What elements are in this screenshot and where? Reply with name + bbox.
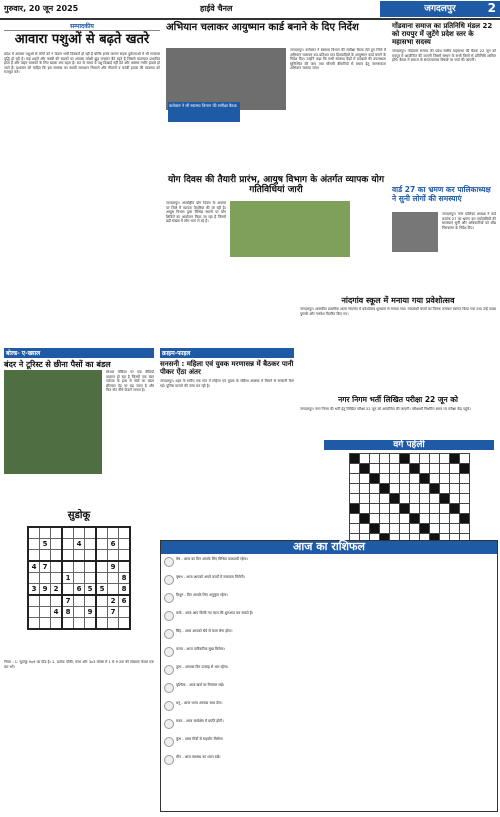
story-monkey-body: सोशल मीडिया पर एक वीडियो वायरल हो रहा है जिसमें एक बंदर पर्यटक के हाथ से नोटों का बंडल छीनकर पेड़ पर चढ़ जाता है और फिर नोट नीचे फेंकने लगता है।	[106, 370, 154, 393]
zodiac-icon	[164, 557, 174, 567]
crossword-cell	[399, 504, 409, 514]
issue-date: गुरुवार, 20 जून 2025	[4, 4, 79, 13]
sudoku-cell: 5	[85, 583, 97, 595]
crossword-cell	[409, 454, 419, 464]
sudoku-cell	[108, 549, 119, 561]
page-number: 2	[487, 1, 496, 15]
crossword-cell	[389, 454, 399, 464]
sudoku-cell: 9	[40, 583, 51, 595]
sudoku-cell	[62, 561, 74, 573]
crossword-cell	[359, 504, 369, 514]
crossword-cell	[359, 514, 369, 524]
crossword-cell	[449, 494, 459, 504]
rashifal-item	[164, 647, 494, 657]
sudoku-cell: 9	[85, 606, 97, 617]
story-gondwana-title: गोंडवाना समाज का प्रतिनिधि मंडल 22 को रायपुर में जुटेंगे प्रदेश स्तर के महासभा सदस्य	[392, 22, 493, 47]
sudoku-cell: 5	[96, 583, 108, 595]
story-ayushman	[166, 22, 386, 108]
crossword-cell	[399, 514, 409, 524]
crossword-cell	[449, 464, 459, 474]
story-ayushman-title: अभियान चलाकर आयुष्मान कार्ड बनाने के दिए निर्देश	[166, 22, 359, 33]
crossword-cell	[459, 474, 469, 484]
crossword-cell	[429, 514, 439, 524]
crossword-cell	[459, 464, 469, 474]
crossword-cell	[369, 484, 379, 494]
crossword-cell	[409, 514, 419, 524]
sudoku-cell: 7	[62, 595, 74, 607]
story-yoga-body: जगदलपुर। अंतर्राष्ट्रीय योग दिवस के अवसर पर जिले में व्यापक तैयारियां की जा रही हैं। आयुष विभाग द्वारा विभिन्न स्थानों पर योग शिविरों का आयोजन किया जा रहा है जिसमें बड़ी संख्या में लोग भाग ले रहे हैं।	[166, 201, 226, 224]
sudoku-cell	[62, 527, 74, 539]
crossword-cell	[439, 484, 449, 494]
sudoku-cell: 9	[108, 561, 119, 573]
crossword-cell	[419, 524, 429, 534]
crossword-cell	[399, 464, 409, 474]
sudoku-cell	[74, 595, 85, 607]
story-ward-title: वार्ड 27 का भ्रमण कर पालिकाध्यक्ष ने सुनी लोगों की समस्याएं	[392, 185, 491, 203]
rashifal-text: मिथुन - दिन आपके लिए अनुकूल रहेगा।	[176, 592, 228, 597]
crossword-cell	[369, 464, 379, 474]
paper-name: हाईवे चैनल	[200, 4, 233, 13]
city-name: जगदलपुर	[424, 4, 456, 14]
sudoku-cell: 1	[62, 572, 74, 583]
crossword-cell	[389, 524, 399, 534]
sudoku-cell: 5	[40, 538, 51, 549]
sudoku-cell: 6	[74, 583, 85, 595]
sudoku-cell	[96, 606, 108, 617]
crossword-cell	[449, 484, 459, 494]
sudoku-cell	[85, 617, 97, 629]
rashifal-text: तुला - आपका दिन उत्साह से भरा रहेगा।	[176, 664, 229, 669]
zodiac-icon	[164, 575, 174, 585]
crossword-cell	[449, 514, 459, 524]
rashifal-text: वृषभ - आज आपको अपने कार्यों में सफलता मिलेगी।	[176, 574, 245, 579]
crossword-cell	[379, 474, 389, 484]
crossword-cell	[379, 494, 389, 504]
crossword-cell	[449, 454, 459, 464]
crossword-cell	[369, 454, 379, 464]
rashifal-text: सिंह - आज आपको धैर्य से काम लेना होगा।	[176, 628, 233, 633]
rashifal-text: धनु - आज भाग्य आपका साथ देगा।	[176, 700, 223, 705]
crossword-cell	[429, 494, 439, 504]
sudoku-cell	[119, 617, 131, 629]
sudoku-cell	[28, 527, 40, 539]
sudoku-cell	[40, 572, 51, 583]
sudoku-cell	[51, 595, 63, 607]
rashifal-text: मेष - आज का दिन आपके लिए मिश्रित फलदायी रहेगा।	[176, 556, 248, 561]
sudoku-cell	[28, 595, 40, 607]
crossword-cell	[349, 474, 359, 484]
sudoku-cell: 6	[119, 595, 131, 607]
sudoku-cell	[74, 572, 85, 583]
sudoku-cell	[28, 549, 40, 561]
crossword-cell	[349, 504, 359, 514]
crossword-cell	[349, 464, 359, 474]
sudoku-cell	[74, 617, 85, 629]
crossword-cell	[429, 524, 439, 534]
sudoku-cell	[40, 527, 51, 539]
zodiac-icon	[164, 701, 174, 711]
zodiac-icon	[164, 719, 174, 729]
rashifal-text: मकर - आज कार्यक्षेत्र में प्रगति होगी।	[176, 718, 224, 723]
sudoku-cell	[108, 583, 119, 595]
story-monkey-title: बंदर ने टूरिस्ट से छीना पैसों का बंडल	[4, 360, 111, 369]
crossword-cell	[439, 464, 449, 474]
editorial-title: आवारा पशुओं से बढ़ते खतरे	[14, 32, 150, 47]
rashifal-item	[164, 593, 494, 603]
zodiac-icon	[164, 683, 174, 693]
crossword-cell	[359, 524, 369, 534]
rashifal-item	[164, 575, 494, 585]
sudoku-cell: 7	[108, 606, 119, 617]
crossword-cell	[399, 494, 409, 504]
sudoku-cell	[96, 561, 108, 573]
crossword-cell	[369, 474, 379, 484]
sudoku-cell	[74, 561, 85, 573]
rashifal-text: कर्क - आज आप किसी नए काम की शुरुआत कर सकते हैं।	[176, 610, 254, 615]
zodiac-icon	[164, 755, 174, 765]
story-ward	[392, 185, 496, 230]
rashifal-item	[164, 737, 494, 747]
sudoku-cell	[40, 606, 51, 617]
rashifal-text: वृश्चिक - आज खर्च पर नियंत्रण रखें।	[176, 682, 225, 687]
crossword-cell	[359, 484, 369, 494]
crossword-cell	[459, 454, 469, 464]
story-monkey	[4, 348, 154, 393]
rashifal-item	[164, 683, 494, 693]
crossword-section	[324, 440, 494, 554]
story-school-body: जगदलपुर। शासकीय प्राथमिक शाला नांदगांव में प्रवेशोत्सव धूमधाम से मनाया गया। नवप्रवेशी बच्चों का तिलक लगाकर स्वागत किया गया तथा उन्हें पाठ्य पुस्तकें और गणवेश वितरित किए गए।	[300, 307, 496, 316]
zodiac-icon	[164, 629, 174, 639]
crossword-cell	[379, 484, 389, 494]
crossword-cell	[349, 484, 359, 494]
crossword-cell	[359, 454, 369, 464]
sudoku-cell	[96, 549, 108, 561]
rashifal-title: आज का राशिफल	[161, 541, 497, 554]
sudoku-cell	[40, 595, 51, 607]
sudoku-note: नियम : 1. सुडोकू 9x9 का ग्रिड है। 2. प्रत्येक पंक्ति, स्तंभ और 3x3 बॉक्स में 1 से 9 तक की संख्याएं केवल एक बार भरें।	[4, 660, 154, 669]
crossword-cell	[409, 494, 419, 504]
city-banner	[380, 1, 500, 17]
sudoku-cell	[28, 538, 40, 549]
sudoku-cell	[96, 617, 108, 629]
sudoku-cell: 8	[119, 583, 131, 595]
monkey-photo	[4, 370, 102, 474]
sudoku-cell	[62, 583, 74, 595]
story-yoga-title: योग दिवस की तैयारी प्रारंभ, आयुष विभाग के अंतर्गत व्यापक योग गतिविधियां जारी	[167, 175, 385, 196]
sudoku-cell: 8	[119, 572, 131, 583]
crossword-cell	[349, 494, 359, 504]
sudoku-cell	[85, 527, 97, 539]
crossword-cell	[439, 494, 449, 504]
crossword-cell	[449, 504, 459, 514]
crossword-cell	[349, 524, 359, 534]
crossword-cell	[409, 474, 419, 484]
crossword-cell	[419, 464, 429, 474]
sudoku-cell	[119, 549, 131, 561]
sudoku-cell	[74, 606, 85, 617]
crossword-cell	[449, 474, 459, 484]
sudoku-cell	[108, 572, 119, 583]
sudoku-cell	[119, 561, 131, 573]
crossword-cell	[419, 514, 429, 524]
sudoku-grid	[27, 526, 131, 630]
meeting-photo	[166, 48, 286, 110]
editorial-body: प्रदेश में आवारा पशुओं से लोगों को न केवल भारी दिक्कतें हो रही हैं बल्कि इनके कारण सड़क दुर्घटनाओं में भी लगातार वृद्धि हो रही है। कई शहरों और कस्बों की सड़कों पर आवारा मवेशी झुंड बनाकर बैठे रहते हैं जिससे यातायात प्रभावित होता है और वाहन चालकों के लिए खतरा बना रहता है। रात के समय ये पशु दिखाई नहीं देते और अक्सर गंभीर हादसे हो जाते हैं। प्रशासन को चाहिए कि इस समस्या का स्थायी समाधान निकाले और गौठानों व कांजी हाउस की व्यवस्था को मजबूत करे।	[4, 51, 160, 75]
rashifal-text: कुंभ - आज मित्रों से सहयोग मिलेगा।	[176, 736, 224, 741]
crossword-cell	[399, 454, 409, 464]
crossword-cell	[429, 464, 439, 474]
crossword-cell	[459, 524, 469, 534]
sudoku-cell	[85, 595, 97, 607]
crossword-cell	[399, 474, 409, 484]
sudoku-cell	[74, 549, 85, 561]
crossword-cell	[419, 454, 429, 464]
story-school-title: नांदगांव स्कूल में मनाया गया प्रवेशोत्सव	[341, 296, 455, 305]
rashifal-item	[164, 719, 494, 729]
crossword-cell	[419, 484, 429, 494]
crossword-cell	[379, 504, 389, 514]
crossword-cell	[379, 454, 389, 464]
story-ward-body: जगदलपुर। नगर पालिका अध्यक्ष ने वार्ड क्रमांक 27 का भ्रमण कर वार्डवासियों की समस्याएं सुनीं और अधिकारियों को शीघ्र निराकरण के निर्देश दिए।	[442, 212, 496, 230]
story-ayushman-body: जगदलपुर। कलेक्टर ने स्वास्थ्य विभाग की समीक्षा बैठक लेते हुए जिले में अभियान चलाकर शत-प्रतिशत पात्र हितग्राहियों के आयुष्मान कार्ड बनाने के निर्देश दिए। उन्होंने कहा कि सभी स्वास्थ्य केंद्रों में दवाइयों की उपलब्धता सुनिश्चित की जाए तथा मौसमी बीमारियों से बचाव हेतु जागरूकता अभियान चलाया जाए।	[290, 48, 386, 71]
zodiac-icon	[164, 593, 174, 603]
story-gondwana-body: जगदलपुर। गोंडवाना समाज की प्रदेश स्तरीय महासभा की बैठक 22 जून को रायपुर में आयोजित की जाएगी जिसमें संभाग के सभी जिलों से प्रतिनिधि शामिल होंगे। बैठक में समाज के संगठनात्मक विषयों पर चर्चा की जाएगी।	[392, 49, 496, 63]
crossword-cell	[379, 514, 389, 524]
sudoku-cell	[85, 572, 97, 583]
sudoku-cell	[51, 572, 63, 583]
crossword-cell	[399, 484, 409, 494]
sudoku-cell	[40, 549, 51, 561]
crossword-cell	[429, 454, 439, 464]
sudoku-cell: 8	[62, 606, 74, 617]
zodiac-icon	[164, 665, 174, 675]
crossword-cell	[389, 514, 399, 524]
story-crime-title: सनसनी : महिला एवं युवक मरणासन्न में बैठकर पानी पीकर ऐंठा अंतर	[160, 360, 294, 377]
zodiac-icon	[164, 737, 174, 747]
sudoku-cell	[28, 606, 40, 617]
zodiac-icon	[164, 647, 174, 657]
sudoku-cell	[28, 617, 40, 629]
sudoku-cell	[96, 572, 108, 583]
story-exam	[300, 396, 496, 443]
rashifal-text: मीन - आज स्वास्थ्य का ध्यान रखें।	[176, 754, 221, 759]
rashifal-item	[164, 755, 494, 765]
sudoku-cell	[40, 617, 51, 629]
crossword-cell	[429, 474, 439, 484]
editorial-label: सम्पादकीय	[4, 22, 160, 31]
crossword-cell	[389, 484, 399, 494]
sudoku-cell	[51, 527, 63, 539]
crossword-cell	[389, 474, 399, 484]
rashifal-item	[164, 701, 494, 711]
crossword-cell	[399, 524, 409, 534]
crossword-cell	[439, 454, 449, 464]
crossword-cell	[429, 484, 439, 494]
crossword-cell	[369, 524, 379, 534]
zodiac-icon	[164, 611, 174, 621]
story-exam-body: जगदलपुर। नगर निगम की भर्ती हेतु लिखित परीक्षा 22 जून को आयोजित की जाएगी। परीक्षार्थी निर्धारित समय पर परीक्षा केंद्र पहुंचें।	[300, 406, 471, 411]
crossword-cell	[419, 494, 429, 504]
crossword-cell	[429, 504, 439, 514]
sudoku-cell	[62, 617, 74, 629]
crossword-cell	[449, 524, 459, 534]
sudoku-cell	[96, 538, 108, 549]
crossword-cell	[459, 494, 469, 504]
sudoku-cell	[51, 561, 63, 573]
sudoku-cell	[96, 595, 108, 607]
crossword-cell	[389, 494, 399, 504]
sudoku-cell: 4	[28, 561, 40, 573]
sudoku-title: सुडोकू	[67, 510, 91, 521]
story-exam-title: नगर निगम भर्ती लिखित परीक्षा 22 जून को	[338, 395, 458, 404]
sudoku-cell	[119, 606, 131, 617]
crossword-cell	[409, 524, 419, 534]
story-gondwana	[392, 22, 496, 189]
crossword-cell	[409, 504, 419, 514]
feature-label: बोल्ड- ए-ख्याल	[4, 348, 154, 358]
rashifal-list	[161, 554, 497, 776]
editorial-section	[4, 22, 160, 280]
sudoku-cell	[62, 549, 74, 561]
crossword-cell	[349, 454, 359, 464]
sudoku-cell	[51, 617, 63, 629]
rashifal-item	[164, 665, 494, 675]
story-crime	[160, 348, 294, 499]
sudoku-cell	[108, 527, 119, 539]
crossword-cell	[459, 484, 469, 494]
crossword-cell	[459, 514, 469, 524]
crossword-cell	[409, 464, 419, 474]
page-header	[0, 0, 500, 20]
story-ayushman-caption: कलेक्टर ने ली स्वास्थ्य विभाग की समीक्षा बैठक	[168, 102, 240, 122]
crossword-cell	[439, 504, 449, 514]
crossword-cell	[359, 474, 369, 484]
sudoku-cell	[96, 527, 108, 539]
crossword-cell	[439, 524, 449, 534]
crossword-cell	[439, 514, 449, 524]
ward-photo	[392, 212, 438, 252]
crossword-cell	[359, 494, 369, 504]
yoga-photo	[230, 201, 350, 257]
sudoku-cell	[74, 527, 85, 539]
sudoku-cell	[119, 527, 131, 539]
rashifal-item	[164, 557, 494, 567]
sudoku-cell	[85, 538, 97, 549]
sudoku-cell	[85, 561, 97, 573]
crossword-cell	[349, 514, 359, 524]
rashifal-item	[164, 629, 494, 639]
crossword-cell	[379, 524, 389, 534]
crossword-cell	[389, 464, 399, 474]
crossword-cell	[409, 484, 419, 494]
rashifal-section	[160, 540, 498, 812]
crossword-cell	[369, 514, 379, 524]
crossword-cell	[419, 504, 429, 514]
sudoku-cell	[28, 572, 40, 583]
sudoku-cell	[51, 538, 63, 549]
sudoku-cell	[119, 538, 131, 549]
crossword-title: वर्ग पहेली	[324, 440, 494, 450]
crossword-cell	[379, 464, 389, 474]
crossword-cell	[389, 504, 399, 514]
crime-label: क्राइम-फाइल	[160, 348, 294, 358]
crossword-cell	[439, 474, 449, 484]
crossword-cell	[369, 504, 379, 514]
sudoku-cell	[51, 549, 63, 561]
sudoku-cell	[108, 617, 119, 629]
sudoku-cell: 2	[51, 583, 63, 595]
sudoku-cell: 4	[74, 538, 85, 549]
sudoku-cell: 6	[108, 538, 119, 549]
sudoku-cell: 2	[108, 595, 119, 607]
crossword-cell	[359, 464, 369, 474]
rashifal-item	[164, 611, 494, 621]
sudoku-cell	[85, 549, 97, 561]
crossword-cell	[369, 494, 379, 504]
story-school	[300, 296, 496, 397]
crossword-cell	[459, 504, 469, 514]
rashifal-text: कन्या - आज पारिवारिक सुख मिलेगा।	[176, 646, 225, 651]
sudoku-section	[4, 510, 154, 630]
sudoku-cell: 4	[51, 606, 63, 617]
story-yoga	[166, 175, 386, 224]
crossword-cell	[419, 474, 429, 484]
sudoku-cell: 7	[40, 561, 51, 573]
sudoku-cell: 3	[28, 583, 40, 595]
story-crime-body: जगदलपुर। शहर के समीप एक गांव में महिला एवं युवक के संदिग्ध अवस्था में मिलने से सनसनी फैल गई। पुलिस मामले की जांच कर रही है।	[160, 379, 294, 388]
sudoku-cell	[62, 538, 74, 549]
